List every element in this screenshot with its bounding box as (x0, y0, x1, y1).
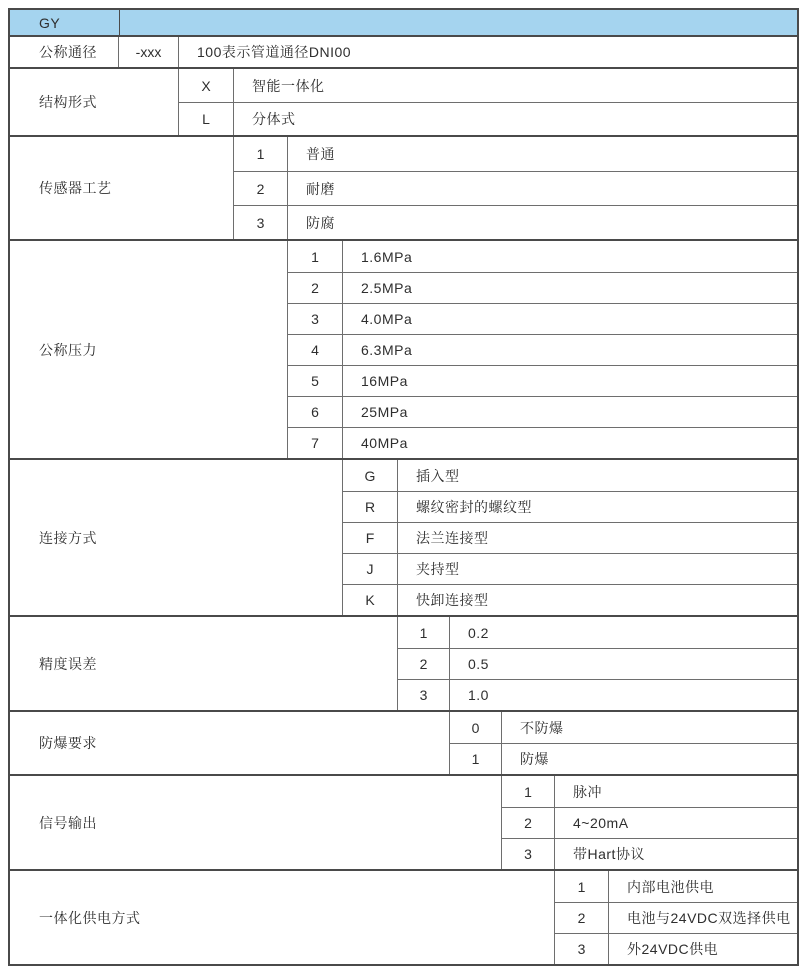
option-code: 2 (555, 903, 609, 933)
section-accuracy-error (10, 615, 797, 710)
option-code: J (343, 554, 398, 584)
section-label: 一体化供电方式 (10, 871, 555, 964)
section-options (555, 871, 797, 964)
section-connection-type (10, 458, 797, 615)
section-label: 信号输出 (10, 776, 502, 869)
option-row-connection-type-J (343, 553, 797, 584)
option-text: 4.0MPa (361, 311, 413, 327)
option-row-power-supply-2 (555, 902, 797, 933)
option-text: 100表示管道通径DNI00 (197, 44, 352, 60)
option-code: X (179, 69, 234, 102)
option-code: 1 (398, 617, 450, 648)
section-label: 防爆要求 (10, 712, 450, 774)
option-row-connection-type-K (343, 584, 797, 615)
option-text: 16MPa (361, 373, 408, 389)
option-text: 40MPa (361, 435, 408, 451)
option-code: 7 (288, 428, 343, 458)
section-explosion-proof (10, 710, 797, 774)
section-options (179, 69, 797, 135)
option-text: 1.0 (468, 687, 489, 703)
section-label: 公称通径 (10, 37, 119, 67)
section-options (343, 460, 797, 615)
option-code: 1 (288, 241, 343, 272)
option-row-sensor-process-2 (234, 171, 797, 205)
option-row-explosion-proof-0 (450, 712, 797, 743)
option-row-nominal-pressure-7 (288, 427, 797, 458)
option-text: 0.2 (468, 624, 489, 641)
option-code: 1 (450, 744, 502, 774)
section-label: 公称压力 (10, 241, 288, 458)
option-row-sensor-process-1 (234, 137, 797, 171)
option-text: 插入型 (416, 467, 460, 484)
option-row-nominal-diameter--xxx (119, 37, 797, 67)
option-text: 0.5 (468, 656, 489, 672)
option-code: 2 (502, 808, 555, 838)
option-text: 不防爆 (520, 719, 564, 736)
section-signal-output (10, 774, 797, 869)
option-row-nominal-pressure-4 (288, 334, 797, 365)
option-row-signal-output-1 (502, 776, 797, 807)
section-options (398, 617, 797, 710)
section-label: 传感器工艺 (10, 137, 234, 239)
option-text: 外24VDC供电 (627, 941, 719, 957)
option-text: 2.5MPa (361, 280, 413, 296)
option-row-connection-type-R (343, 491, 797, 522)
option-code: 3 (234, 206, 288, 239)
option-text: 螺纹密封的螺纹型 (416, 499, 532, 515)
option-text: 6.3MPa (361, 342, 413, 358)
option-row-connection-type-G (343, 460, 797, 491)
option-code: 3 (398, 680, 450, 710)
option-row-nominal-pressure-6 (288, 396, 797, 427)
option-text: 25MPa (361, 404, 408, 420)
table-sections (10, 35, 797, 964)
option-row-power-supply-1 (555, 871, 797, 902)
option-row-nominal-pressure-5 (288, 365, 797, 396)
option-row-nominal-pressure-2 (288, 272, 797, 303)
section-label: 精度误差 (10, 617, 398, 710)
section-nominal-diameter (10, 35, 797, 67)
option-code: R (343, 492, 398, 522)
option-code: K (343, 585, 398, 615)
option-code: 5 (288, 366, 343, 396)
option-code: 0 (450, 712, 502, 743)
option-code: 6 (288, 397, 343, 427)
option-row-nominal-pressure-3 (288, 303, 797, 334)
section-label: 结构形式 (10, 69, 179, 135)
option-row-signal-output-2 (502, 807, 797, 838)
section-label: 连接方式 (10, 460, 343, 615)
option-row-explosion-proof-1 (450, 743, 797, 774)
option-code: 4 (288, 335, 343, 365)
option-code: 3 (555, 934, 609, 964)
section-options (450, 712, 797, 774)
table-header-row (10, 10, 797, 35)
section-options (119, 37, 797, 67)
option-text: 防腐 (306, 214, 335, 231)
model-code-extension-cell (120, 10, 797, 35)
option-row-power-supply-3 (555, 933, 797, 964)
option-text: 夹持型 (416, 561, 460, 577)
option-row-signal-output-3 (502, 838, 797, 869)
option-text: 普通 (306, 146, 335, 162)
option-row-sensor-process-3 (234, 205, 797, 239)
option-code: 1 (555, 871, 609, 902)
option-code: F (343, 523, 398, 553)
option-row-accuracy-error-2 (398, 648, 797, 679)
option-text: 分体式 (252, 111, 296, 127)
option-row-accuracy-error-1 (398, 617, 797, 648)
option-text: 内部电池供电 (627, 878, 714, 895)
option-text: 快卸连接型 (416, 592, 489, 608)
section-nominal-pressure (10, 239, 797, 458)
option-text: 脉冲 (573, 783, 602, 800)
section-sensor-process (10, 135, 797, 239)
section-options (502, 776, 797, 869)
option-text: 1.6MPa (361, 248, 413, 265)
option-code: 2 (288, 273, 343, 303)
option-text: 防爆 (520, 751, 549, 767)
option-text: 电池与24VDC双选择供电 (627, 910, 791, 926)
option-row-structure-type-L (179, 102, 797, 135)
option-code: 1 (502, 776, 555, 807)
section-options (288, 241, 797, 458)
option-code: -xxx (119, 37, 179, 67)
option-code: 1 (234, 137, 288, 171)
option-row-structure-type-X (179, 69, 797, 102)
option-text: 4~20mA (573, 815, 629, 831)
section-power-supply (10, 869, 797, 964)
option-text: 带Hart协议 (573, 846, 645, 862)
model-code-table (8, 8, 799, 966)
model-prefix-cell: GY (10, 10, 120, 35)
option-code: 2 (398, 649, 450, 679)
option-row-accuracy-error-3 (398, 679, 797, 710)
option-code: 2 (234, 172, 288, 205)
option-code: L (179, 103, 234, 135)
section-structure-type (10, 67, 797, 135)
option-text: 耐磨 (306, 180, 335, 197)
option-code: G (343, 460, 398, 491)
section-options (234, 137, 797, 239)
option-row-connection-type-F (343, 522, 797, 553)
option-code: 3 (502, 839, 555, 869)
option-code: 3 (288, 304, 343, 334)
option-row-nominal-pressure-1 (288, 241, 797, 272)
option-text: 智能一体化 (252, 77, 325, 94)
option-text: 法兰连接型 (416, 530, 489, 546)
